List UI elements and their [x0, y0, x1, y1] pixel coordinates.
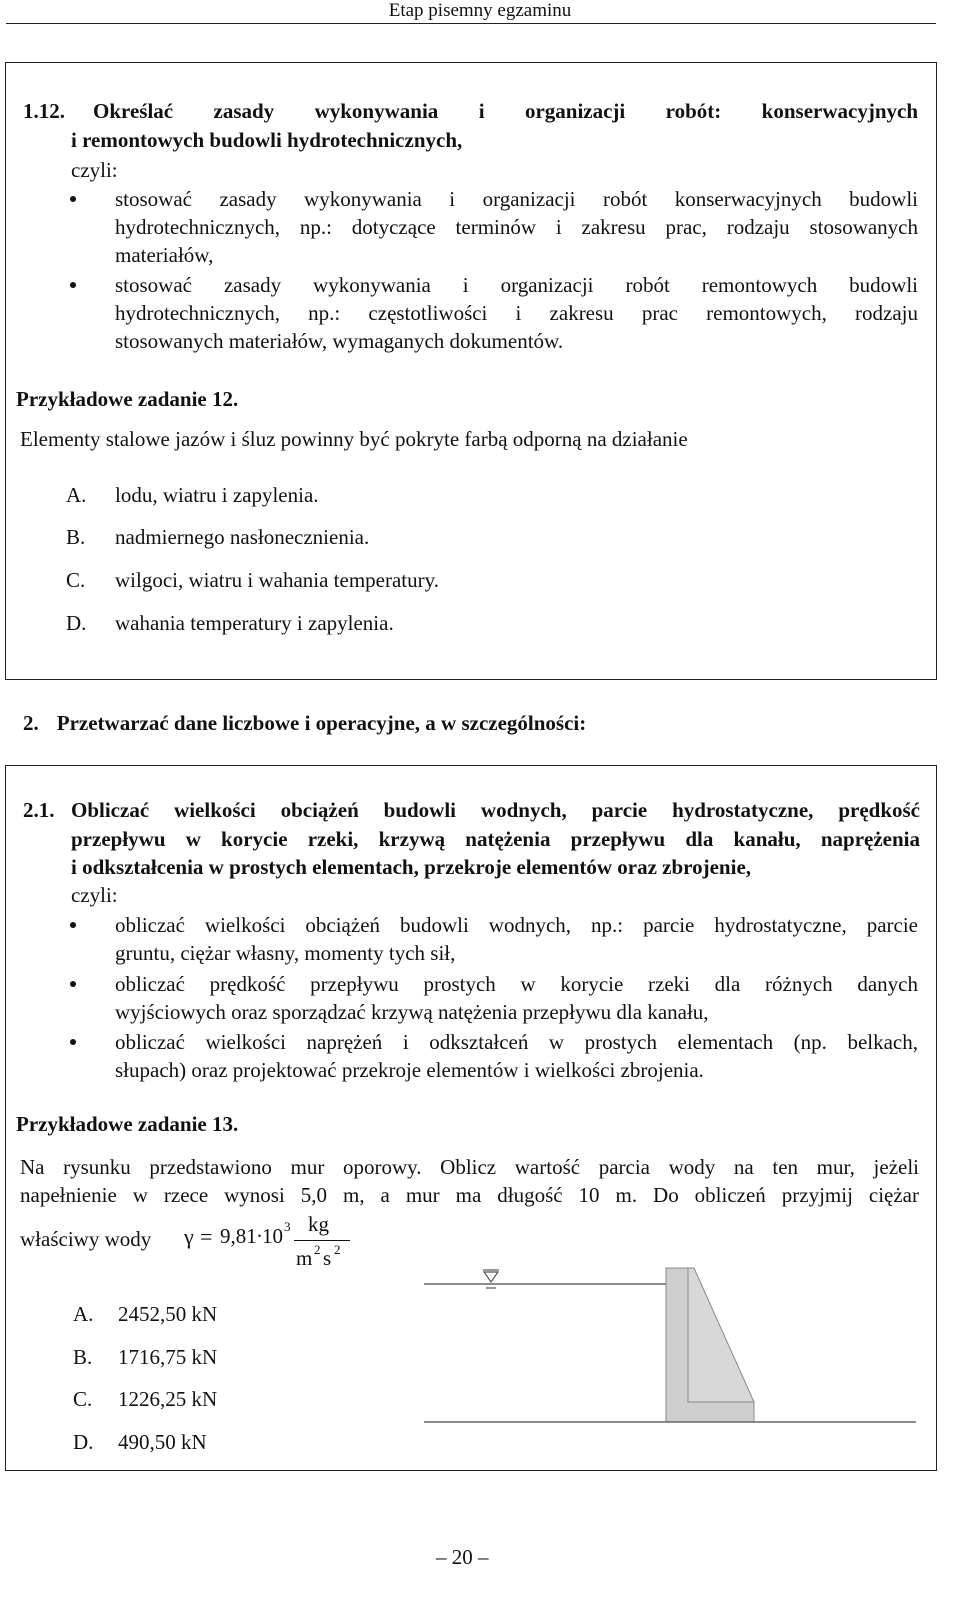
task-13-line1: Na rysunku przedstawiono mur oporowy. Oblicz wartość parcia wody na ten mur, jeżeli [20, 1155, 919, 1179]
section-2-heading [23, 708, 586, 738]
specific-weight-formula [180, 1212, 360, 1274]
equals-sign: = [200, 1224, 213, 1249]
bullet-dot [70, 282, 76, 288]
answer-c: wilgoci, wiatru i wahania temperatury. [115, 568, 440, 592]
page-number: – 20 – [436, 1545, 489, 1569]
answer-d-13: 490,50 kN [118, 1430, 207, 1454]
section-2-number: 2. [23, 711, 39, 735]
denominator-m-exponent: 2 [314, 1242, 321, 1257]
gamma-symbol: γ [184, 1224, 194, 1249]
section-title-line2: i remontowych budowli hydrotechnicznych, [71, 128, 463, 152]
answer-letter: B. [66, 525, 86, 549]
bullet-3-line1: obliczać wielkości obciążeń budowli wodnych, np.: parcie hydrostatyczne, parcie [115, 913, 918, 937]
section-title-line1: Określać zasady wykonywania i organizacji robót: konserwacyjnych [93, 99, 918, 123]
example-title-13: Przykładowe zadanie 13. [16, 1112, 239, 1136]
retaining-wall-diagram [420, 1262, 920, 1462]
task-13-line2: napełnienie w rzece wynosi 5,0 m, a mur ma długość 10 m. Do obliczeń przyjmij ciężar [20, 1183, 919, 1207]
answer-letter: C. [66, 568, 86, 592]
power-base: 10 [262, 1224, 283, 1248]
section-number: 1.12. [23, 99, 65, 123]
answer-c-13: 1226,25 kN [118, 1387, 218, 1411]
section-title-2-1-line1: Obliczać wielkości obciążeń budowli wodnych, parcie hydrostatyczne, prędkość [71, 798, 920, 822]
answer-b: nadmiernego nasłonecznienia. [115, 525, 370, 549]
multiply-dot: · [256, 1224, 263, 1248]
answer-letter: A. [66, 483, 87, 507]
czyli-label: czyli: [71, 883, 118, 907]
bullet-dot [70, 196, 76, 202]
answer-letter: A. [73, 1302, 94, 1326]
section-title-2-1-line3: i odkształcenia w prostych elementach, przekroje elementów oraz zbrojenie, [71, 855, 752, 879]
power-exponent: 3 [284, 1219, 291, 1234]
fraction-numerator: kg [308, 1212, 329, 1236]
section-2-text: Przetwarzać dane liczbowe i operacyjne, a w szczególności: [56, 711, 587, 735]
denominator-m: m [296, 1246, 313, 1270]
bullet-5-line2: słupach) oraz projektować przekroje elementów i wielkości zbrojenia. [115, 1058, 704, 1082]
bullet-1-line1: stosować zasady wykonywania i organizacji robót konserwacyjnych budowli [115, 187, 918, 211]
bullet-4-line2: wyjściowych oraz sporządzać krzywą natężenia przepływu dla kanału, [115, 1000, 709, 1024]
bullet-1-line2: hydrotechnicznych, np.: dotyczące terminów i zakresu prac, rodzaju stosowanych [115, 215, 918, 239]
bullet-dot [70, 1039, 76, 1045]
page-header: Etap pisemny egzaminu [388, 0, 572, 21]
answer-letter: C. [73, 1387, 93, 1411]
bullet-5-line1: obliczać wielkości naprężeń i odkształceń w prostych elementach (np. belkach, [115, 1030, 918, 1054]
section-title-2-1-line2: przepływu w korycie rzeki, krzywą natężenia przepływu dla kanału, naprężenia [71, 827, 920, 851]
answer-a: lodu, wiatru i zapylenia. [115, 483, 319, 507]
answer-letter: D. [73, 1430, 94, 1454]
bullet-1-line3: materiałów, [115, 243, 214, 267]
answer-a-13: 2452,50 kN [118, 1302, 218, 1326]
header-rule [6, 23, 936, 24]
answer-letter: B. [73, 1345, 93, 1369]
bullet-dot [70, 981, 76, 987]
denominator-s-exponent: 2 [334, 1242, 341, 1257]
section-number-2-1: 2.1. [23, 798, 55, 822]
bullet-4-line1: obliczać prędkość przepływu prostych w korycie rzeki dla różnych danych [115, 972, 918, 996]
bullet-3-line2: gruntu, ciężar własny, momenty tych sił, [115, 941, 456, 965]
czyli-label: czyli: [71, 158, 118, 182]
question-12: Elementy stalowe jazów i śluz powinny być pokryte farbą odporną na działanie [20, 427, 688, 451]
denominator-s: s [323, 1246, 332, 1270]
task-13-line3: właściwy wody [20, 1227, 152, 1251]
bullet-dot [70, 922, 76, 928]
gamma-value: 9,81 [220, 1224, 257, 1248]
answer-d: wahania temperatury i zapylenia. [115, 611, 394, 635]
wall-batter-shade [688, 1268, 754, 1402]
water-level-marker-icon [483, 1270, 499, 1288]
answer-letter: D. [66, 611, 87, 635]
answer-b-13: 1716,75 kN [118, 1345, 218, 1369]
bullet-2-line2: hydrotechnicznych, np.: częstotliwości i zakresu prac remontowych, rodzaju [115, 301, 918, 325]
bullet-2-line1: stosować zasady wykonywania i organizacji robót remontowych budowli [115, 273, 918, 297]
fraction-bar [294, 1240, 350, 1241]
bullet-2-line3: stosowanych materiałów, wymaganych dokumentów. [115, 329, 564, 353]
example-title-12: Przykładowe zadanie 12. [16, 387, 239, 411]
